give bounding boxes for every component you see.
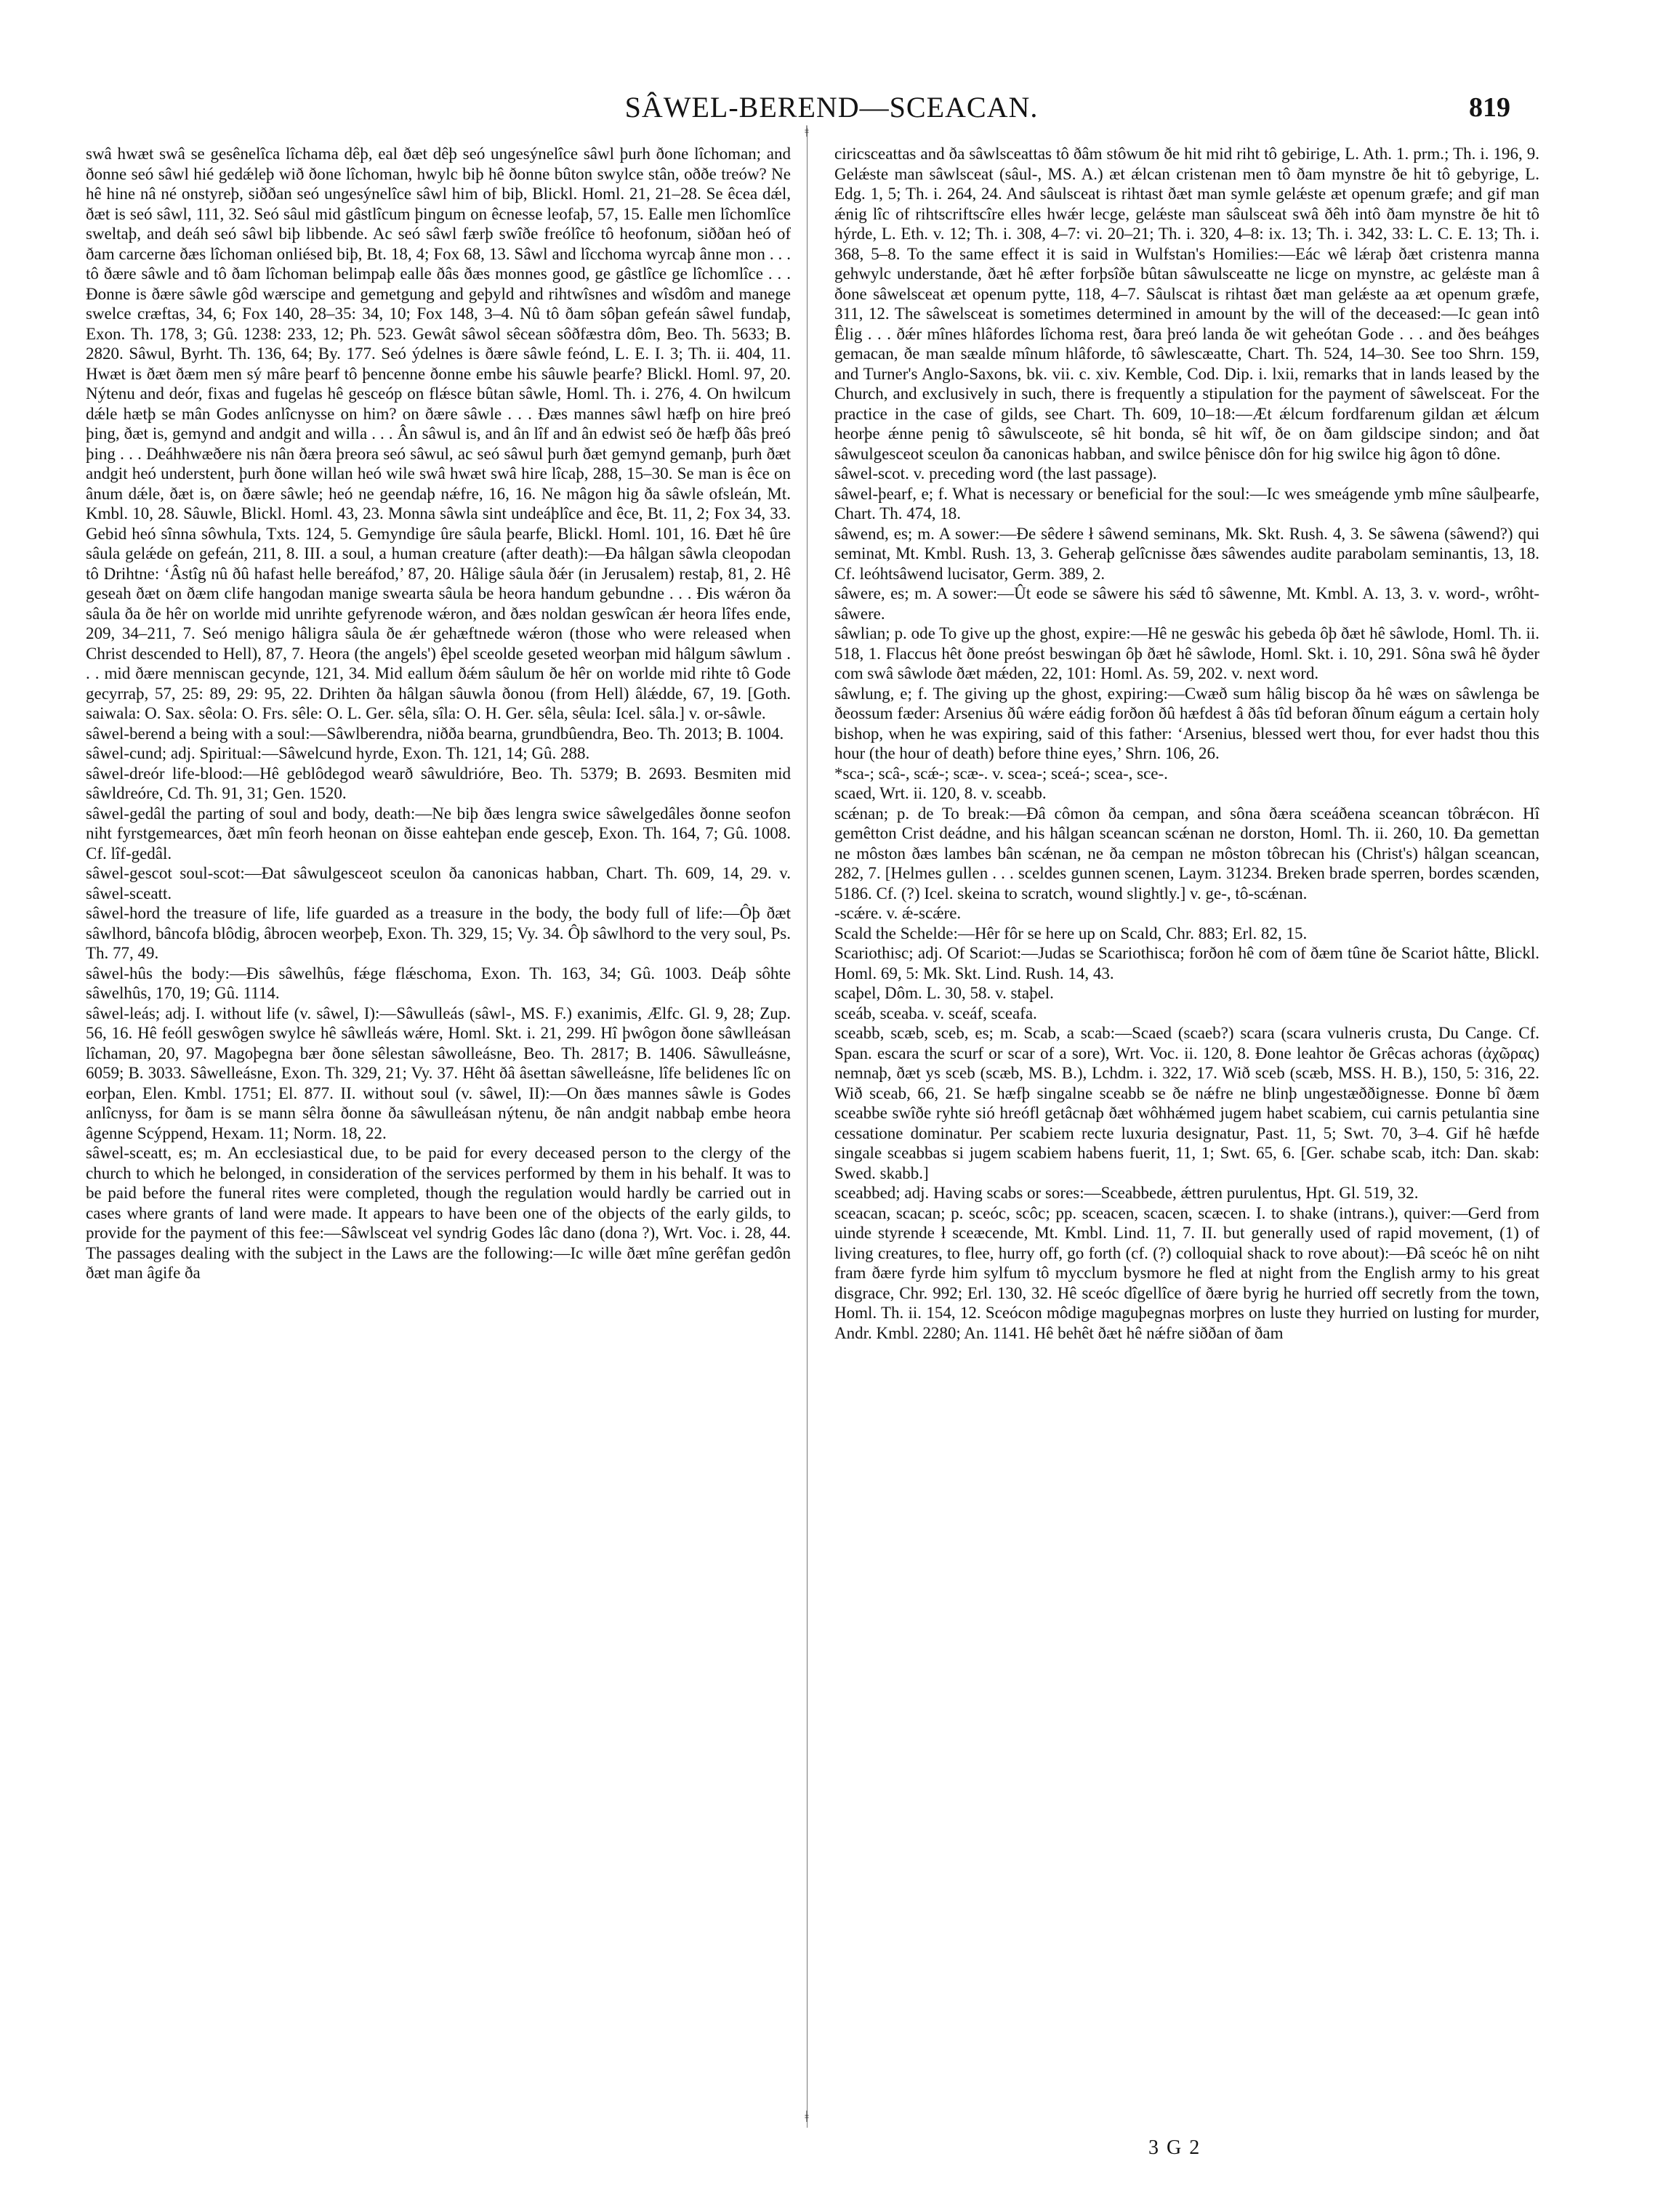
entry-sawel-hus: sâwel-hûs the body:—Ðis sâwelhûs, fǽge flǽschoma, Exon. Th. 163, 34; Gû. 1003. Deáþ sôhte sâwelhûs, 170, 19; Gû. 1114. [86,964,791,1002]
entry-sawel-berend: sâwel-berend a being with a soul:—Sâwlberendra, niðða bearna, grundbûendra, Beo. Th. 2013; B. 1004. [86,724,784,743]
entry-sceab: sceáb, sceaba. v. sceáf, sceafa. [834,1004,1037,1022]
entry-scaere: -scǽre. v. ǽ-scǽre. [834,904,962,922]
entry-sca: *sca-; scâ-, scǽ-; scæ-. v. scea-; sceá-; scea-, sce-. [834,764,1168,783]
entry-sceabbed: sceabbed; adj. Having scabs or sores:—Sceabbede, ǽttren purulentus, Hpt. Gl. 519, 32. [834,1184,1419,1202]
entry-scaenan: scǽnan; p. de To break:—Ðâ cômon ða cempan, and sôna ðæra sceáðena sceancan tôbrǽcon. Hî gemêtton Crist deádne, and his hâlgan sceancan scǽnan ne dorston, Homl. Th. ii. 260, 10. Ða gemettan ne môston ðæs lambes bân scǽnan, ne ða cempan ne môston tôbrecan his (Christ's) hâlgan sceancan, 282, 7. [Helmes gullen . . . sceldes gunnen scenen, Laym. 31234. Breken brade sperren, bordes scænden, 5186. Cf. (?) Icel. skeina to scratch, wound slightly.] v. ge-, tô-scǽnan. [834,804,1539,903]
entry-sawlung: sâwlung, e; f. The giving up the ghost, expiring:—Cwæð sum hâlig biscop ða hê wæs on sâwlenga be ðeossum fæder: Arsenius ðû wǽre eádig forðon ðû hæfdest â ðâs tîd beforan ðînum eágum a certain holy bishop, when he was expiring, said of this father: ‘Arsenius, blessed wert thou, for ever hadst thou this hour (the hour of death) before thine eyes,’ Shrn. 106, 26. [834,684,1539,762]
entry-sawel-gedal: sâwel-gedâl the parting of soul and body, death:—Ne biþ ðæs lengra swice sâwelgedâles ðonne seofon niht fyrstgemearces, ðæt mîn feorh heonan on ðisse eahteþan ende gesceþ, Exon. Th. 164, 7; Gû. 1008. Cf. lîf-gedâl. [86,804,791,863]
page-number: 819 [1469,92,1510,123]
divider-ornament-top: ǂ [805,122,809,140]
entry-scathel: scaþel, Dôm. L. 30, 58. v. staþel. [834,984,1054,1002]
signature-mark: 3 G 2 [1148,2136,1201,2159]
right-column [834,144,1539,2106]
page-header [0,86,1663,129]
entry-sceabb: sceabb, scæb, sceb, es; m. Scab, a scab:—Scaed (scaeb?) scara (scara vulneris crusta, Du Cange. Cf. Span. escara the scurf or scar of a sore), Wrt. Voc. ii. 120, 8. Ðone leahtor ðe Grêcas achoras (ἀχῶρας) nemnaþ, ðæt ys sceb (scæb, MS. B.), Lchdm. i. 322, 17. Wið sceb (scæb, MSS. H. B.), 150, 5: 316, 22. Wið sceab, 66, 21. Se hæfþ singalne sceabb se ðe nǽfre ne blinþ ungestæððignesse. Ðonne bî ðæm sceabbe swîðe ryhte sió hreófl getâcnaþ ðæt wôhhǽmed jugem habet scabiem, cui carnis petulantia sine cessatione dominatur. Per scabiem recte luxuria designatur, Past. 11, 5; Swt. 70, 3–4. Gif hê hæfde singale sceabbas si jugem scabiem habens fuerit, 11, 1; Swt. 65, 6. [Ger. schabe scab, itch: Dan. skab: Swed. skabb.] [834,1024,1539,1182]
entry-sawel-gescot: sâwel-gescot soul-scot:—Ðat sâwulgesceot sceulon ða canonicas habban, Chart. Th. 609, 14, 29. v. sâwel-sceatt. [86,864,791,903]
entry-sawel-thearf: sâwel-þearf, e; f. What is necessary or beneficial for the soul:—Ic wes smeágende ymb mîne sâulþearfe, Chart. Th. 474, 18. [834,484,1539,522]
column-divider [807,128,808,2128]
entry-scariothisc: Scariothisc; adj. Of Scariot:—Judas se Scariothisca; forðon hê com of ðæm tûne ðe Scariot hâtte, Blickl. Homl. 69, 5: Mk. Skt. Lind. Rush. 14, 43. [834,944,1539,982]
entry-sawel-sceatt-continued: ciricsceattas and ða sâwlsceattas tô ðâm stôwum ðe hit mid riht tô gebirige, L. Ath. 1. prm.; Th. i. 196, 9. Gelǽste man sâwlsceat (sâul-, MS. A.) æt ǽlcan cristenan men tô ðam mynstre ðe hit tô gebyrige, L. Edg. 1, 5; Th. i. 264, 24. And sâulsceat is rihtast ðæt man symle gelǽste æt openum græfe; and gif man ǽnig lîc of rihtscriftscîre elles hwǽr lecge, gelǽste man sâulsceat swâ ðêh intô ðam mynstre ðe hit tô hýrde, L. Eth. v. 12; Th. i. 308, 4–7: vi. 20–21; Th. i. 320, 4–8: ix. 13; Th. i. 342, 33: L. C. E. 13; Th. i. 368, 5–8. To the same effect it is said in Wulfstan's Homilies:—Eác wê lǽraþ ðæt cristenra manna gehwylc understande, ðæt hê æfter forþsîðe bûtan sâwulsceatte ne licge on mynstre, ac gelǽste man â ðone sâwelsceat æt openum pytte, 118, 4–7. Sâulscat is rihtast ðæt man gelǽste aa æt openum græfe, 311, 12. The sâwelsceat is sometimes determined in amount by the will of the deceased:—Ic gean intô Êlig . . . ðǽr mînes hlâfordes lîchoma rest, ðara þreó landa ðe wit geheótan Gode . . . and ðes beáhges gemacan, ðe man sæalde mînum hlâforde, tô sâwlescæatte, Chart. Th. 524, 14–30. See too Shrn. 159, and Turner's Anglo-Saxons, bk. vii. c. xiv. Kemble, Cod. Dip. i. lxii, remarks that in lands leased by the Church, and exclusively in such, there is frequently a stipulation for the payment of sâwelsceat. For the practice in the case of gilds, see Chart. Th. 609, 10–18:—Æt ǽlcum fordfarenum gildan æt ǽlcum heorþe ǽnne penig tô sâwulsceote, sê hit bonda, sê hit wîf, ðe on ðam gildscipe sindon; and ðat sâwulgesceot sceulon ða canonicas habban, and swilce þênisce dôn for hig swilce hig âgon tô dône. [834,145,1539,463]
entry-sawend: sâwend, es; m. A sower:—Ðe sêdere ł sâwend seminans, Mk. Skt. Rush. 4, 3. Se sâwena (sâwend?) qui seminat, Mt. Kmbl. Rush. 13, 3. Geheraþ gelîcnisse ðæs sâwendes audite parabolam seminantis, 13, 18. Cf. leóhtsâwend lucisator, Germ. 389, 2. [834,524,1539,583]
running-title: SÂWEL-BEREND—SCEACAN. [624,91,1039,124]
entry-scald: Scald the Schelde:—Hêr fôr se here up on Scald, Chr. 883; Erl. 82, 15. [834,924,1308,942]
entry-sawel-dreor: sâwel-dreór life-blood:—Hê geblôdegod wearð sâwuldriórе, Beo. Th. 5379; B. 2693. Besmiten mid sâwldreórе, Cd. Th. 91, 31; Gen. 1520. [86,764,791,802]
divider-ornament-bottom: ǂ [805,2107,809,2126]
entry-sawel-sceatt: sâwel-sceatt, es; m. An ecclesiastical due, to be paid for every deceased person to the clergy of the church to which he belonged, in consideration of the services performed by them in his behalf. It was to be paid before the funeral rites were completed, though the regulation would hardly be carried out in cases where grants of land were made. It appears to have been one of the objects of the early gilds, to provide for the payment of this fee:—Sâwlsceat vel syndrig Godes lâc dano (dona ?), Wrt. Voc. i. 28, 44. The passages dealing with the subject in the Laws are the following:—Ic wille ðæt mîne gerêfan gedôn ðæt man âgife ða [86,1144,791,1282]
left-column [86,144,791,2106]
entry-sawel-cund: sâwel-cund; adj. Spiritual:—Sâwelcund hyrde, Exon. Th. 121, 14; Gû. 288. [86,744,590,762]
entry-sawere: sâwere, es; m. A sower:—Ût eode se sâwere his sǽd tô sâwenne, Mt. Kmbl. A. 13, 3. v. word-, wrôht-sâwere. [834,584,1539,623]
entry-sawel-scot: sâwel-scot. v. preceding word (the last passage). [834,464,1157,483]
entry-sceacan: sceacan, scacan; p. sceóc, scôc; pp. sceacen, scacen, scæcen. I. to shake (intrans.), quiver:—Gerd from uinde styrende ł sceæcende, Mt. Kmbl. Lind. 11, 7. II. but generally used of rapid movement, (1) of living creatures, to flee, hurry off, go forth (cf. (?) colloquial shack to rove about):—Ðâ sceóc hê on niht fram ðære fyrde him sylfum tô mycclum bysmore he fled at night from the English army to his great disgrace, Chr. 992; Erl. 130, 32. Hê sceóc dîgellîce of ðære byrig he hurried off secretly from the town, Homl. Th. ii. 154, 12. Sceócon môdige maguþegnas morþres on luste they hurried on lusting for murder, Andr. Kmbl. 2280; An. 1141. Hê behêt ðæt hê nǽfre siððan of ðam [834,1203,1539,1342]
entry-sawel-continued: swâ hwæt swâ se gesênelîca lîchama dêþ, eal ðæt dêþ seó ungesýnelîce sâwl þurh ðone lîchoman; and ðonne seó sâwl hié gedǽleþ wið ðone lîchoman, hwylc biþ hê ðonne bûton swylce stân, oððe treów? Ne hê hine nâ né onstyreþ, siððan seó ungesýnelîce sâwl him of biþ, Blickl. Homl. 21, 21–28. Se êcea dǽl, ðæt is seó sâwl, 111, 32. Seó sâul mid gâstlîcum þingum on êcnesse leofaþ, 57, 15. Ealle men lîchomlîce sweltaþ, and deáh seó sâwl biþ libbende. Ac seó sâwl færþ swîðe freólîce tô heofonum, siððan heó of ðam carcerne ðæs lîchoman onliésed biþ, Bt. 18, 4; Fox 68, 13. Sâwl and lîcchoma wyrcaþ ânne mon . . . tô ðære sâwle and tô ðam lîchoman belimpaþ ealle ðâs ðæs monnes good, ge gâstlîce ge lîchomlîce . . . Ðonne is ðære sâwle gôd wærscipe and gemetgung and geþyld and rihtwîsnes and wîsdôm and manege swelce cræftas, 34, 6; Fox 140, 28–35: 34, 10; Fox 148, 3–4. Nû tô ðam sôþan gefeán sâwel fundaþ, Exon. Th. 178, 3; Gû. 1238: 233, 12; Ph. 523. Gewât sâwol sêcean sôðfæstra dôm, Beo. Th. 5633; B. 2820. Sâwul, Byrht. Th. 136, 64; By. 177. Seó ýdelnes is ðære sâwle feónd, L. E. I. 3; Th. ii. 404, 11. Hwæt is ðæt ðæm men sý mâre þearf tô þencenne ðonne embe his sâuwle þearfe? Blickl. Homl. 97, 20. Nýtenu and deór, fixas and fugelas hê gesceóp on flǽsce bûtan sâwle, Homl. Th. i. 276, 4. On hwilcum dǽle hætþ se mân Godes anlîcnysse on him? on ðære sâwle . . . Ðæs mannes sâwl hæfþ on hire þreó þing, ðæt is, gemynd and andgit and willa . . . Ân sâwul is, and ân lîf and ân edwist seó ðe hæfþ ðâs þreó þing . . . Deáhhwæðere nis nân ðæra þreora seó sâwul, ac seó sâwul þurh ðæt gemynd gemanþ, þurh ðæt andgit heó understent, þurh ðone willan heó wile swâ hwæt swâ hire lîcaþ, 288, 15–30. Se man is êce on ânum dǽle, ðæt is, on ðære sâwle; heó ne geendaþ nǽfre, 16, 16. Ne mâgon hig ða sâwle ofsleán, Mt. Kmbl. 10, 28. Sâuwle, Blickl. Homl. 43, 23. Monna sâwla sint undeáþlîce and êce, Bt. 11, 2; Fox 34, 33. Gebid heó sînna sôwhula, Txts. 124, 5. Gemyndige ûre sâula þearfe, Blickl. Homl. 101, 16. Ðæt hê ûre sâula gelǽde on gefeán, 211, 8. III. a soul, a human creature (after death):—Ða hâlgan sâwla cleopodan tô Drihtne: ‘Âstîg nû ðû hafast helle bereáfod,’ 87, 20. Hâlige sâula ðǽr (in Jerusalem) restaþ, 81, 2. Hê geseah ðæt on ðæm clife hangodan manige swearta sâula be heora handum gebundne . . . Ðis wǽron ða sâula ða ðe hêr on worlde mid unrihte gefyrenode wǽron, and ðæs noldan geswîcan ǽr heora lîfes ende, 209, 34–211, 7. Seó menigo hâligra sâula ðe ǽr gehæftnede wǽron (those who were released when Christ descended to Hell), 87, 7. Heora (the angels') êþel sceolde geseted weorþan mid hâlgum sâwlum . . . mid ðære menniscan gecynde, 121, 34. Mid eallum ðǽm sâulum ðe hêr on worlde mid rihte tô Gode gecyrraþ, 57, 25: 89, 29: 95, 22. Drihten ða hâlgan sâuwla ðonou (from Hell) âlǽdde, 67, 19. [Goth. saiwala: O. Sax. sêola: O. Frs. sêle: O. L. Ger. sêla, sîla: O. H. Ger. sêla, sêula: Icel. sâla.] v. or-sâwle. [86,145,791,722]
entry-scaed: scaed, Wrt. ii. 120, 8. v. sceabb. [834,784,1047,802]
entry-sawel-hord: sâwel-hord the treasure of life, life guarded as a treasure in the body, the body full of life:—Ôþ ðæt sâwlhord, bâncofa blôdig, âbrocen weorþeþ, Exon. Th. 329, 15; Vy. 34. Ôþ sâwlhord to the very soul, Ps. Th. 77, 49. [86,904,791,962]
entry-sawel-leas: sâwel-leás; adj. I. without life (v. sâwel, I):—Sâwulleás (sâwl-, MS. F.) exanimis, Ælfc. Gl. 9, 28; Zup. 56, 16. Hê feóll geswôgen swylce hê sâwlleás wǽre, Homl. Skt. i. 21, 299. Hî þwôgon ðone sâwlleásan lîchaman, 20, 97. Magoþegna bær ðone sêlestan sâwolleásne, Beo. Th. 2817; B. 1406. Sâwulleásne, 6059; B. 3033. Sâwelleásne, Exon. Th. 329, 21; Vy. 37. Hêht ðâ âsettan sâwelleásne, lîfe belidenes lîc on eorþan, Elen. Kmbl. 1751; El. 877. II. without soul (v. sâwel, II):—On ðæs mannes sâwle is Godes anlîcnyss, for ðam is se mann sêlra ðonne ða sâwulleásan nýtenu, ðe nân andgit nabbaþ embe heora âgenne Scýppend, Hexam. 11; Norm. 18, 22. [86,1004,791,1142]
entry-sawlian: sâwlian; p. ode To give up the ghost, expire:—Hê ne geswâc his gebeda ôþ ðæt hê sâwlode, Homl. Th. ii. 518, 1. Flaccus hêt ðone preóst beswingan ôþ ðæt hê sâwlode, Homl. Skt. i. 10, 291. Sôna swâ hê ðyder com swâ sâwlode ðæt mǽden, 22, 101: Homl. As. 59, 202. v. next word. [834,624,1539,682]
